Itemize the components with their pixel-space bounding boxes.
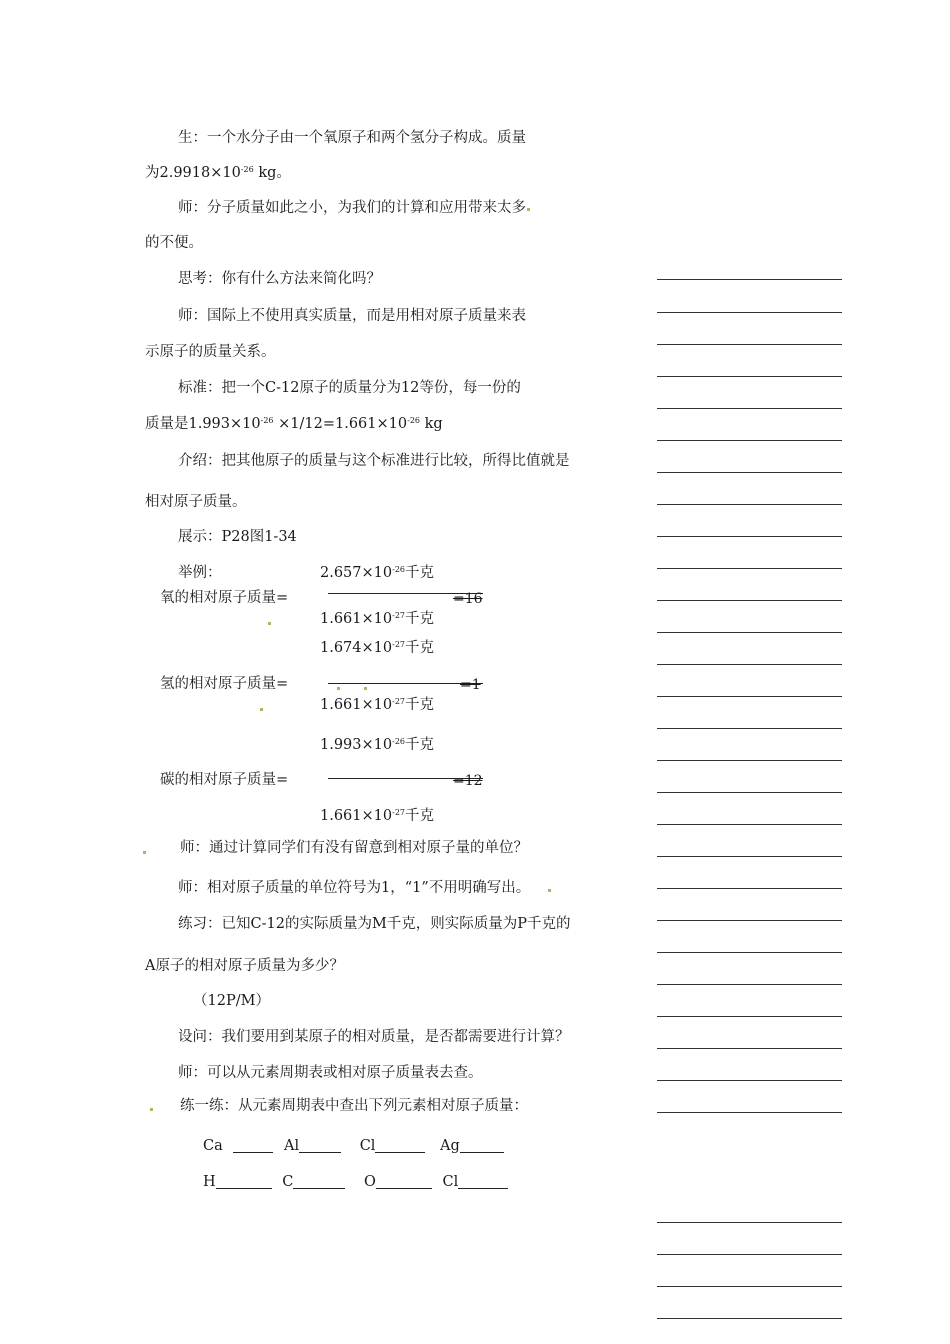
note-line[interactable] [657,824,842,825]
text-line-2: 为$2.9918\times 10^{-26}$ kg。 [145,165,291,181]
fraction-numerator: $1.993\times 10^{-26}$千克 [320,737,435,753]
answer-blank[interactable] [460,1138,504,1153]
note-line[interactable] [657,279,842,280]
note-line[interactable] [657,440,842,441]
note-line[interactable] [657,920,842,921]
answer-blank[interactable] [293,1174,345,1189]
note-line[interactable] [657,1112,842,1113]
answer-blank[interactable] [216,1174,272,1189]
example-label: 碳的相对原子质量= [160,772,289,788]
fraction-numerator: $2.657\times 10^{-26}$千克 [320,565,435,581]
element-blank-row [203,1173,508,1191]
speck-mark [364,687,367,690]
fraction-denominator: $1.661\times 10^{-27}$千克 [320,808,435,824]
text-line-10: 介绍：把其他原子的质量与这个标准进行比较，所得比值就是 [178,453,570,469]
note-line[interactable] [657,1016,842,1017]
fraction-result: =16 [453,591,483,607]
note-line[interactable] [657,376,842,377]
text-line-21: 练一练：从元素周期表中查出下列元素相对原子质量： [180,1098,528,1114]
note-line[interactable] [657,312,842,313]
element-label: C [282,1174,294,1190]
speck-mark [337,687,340,690]
note-line[interactable] [657,568,842,569]
note-line[interactable] [657,504,842,505]
text-line-16: 练习：已知C-12的实际质量为M千克，则实际质量为P千克的 [178,916,571,932]
note-line[interactable] [657,760,842,761]
fraction-denominator: $1.661\times 10^{-27}$千克 [320,697,435,713]
note-line[interactable] [657,472,842,473]
text-line-19: 设问：我们要用到某原子的相对质量，是否都需要进行计算？ [178,1029,570,1045]
note-line[interactable] [657,344,842,345]
note-line[interactable] [657,1318,842,1319]
text-line-6: 师：国际上不使用真实质量，而是用相对原子质量来表 [178,308,526,324]
element-label: O [363,1174,376,1190]
text-line-4: 的不便。 [145,235,203,251]
text-line-15: 师：相对原子质量的单位符号为1，“1”不用明确写出。 [178,880,531,896]
element-label: H [203,1174,216,1190]
element-label: Ag [440,1138,460,1154]
text-line-3: 师：分子质量如此之小，为我们的计算和应用带来太多 [178,200,526,216]
answer-blank[interactable] [376,1174,432,1189]
element-blank-row [203,1137,504,1155]
element-label: Cl [442,1174,459,1190]
text-line-9: 质量是$1.993\times 10^{-26} \times 1/12=1.661\times 10^{-26}$ kg [145,416,443,432]
answer-blank[interactable] [375,1138,425,1153]
text-line-5: 思考：你有什么方法来简化吗？ [178,271,381,287]
text-line-12: 展示：P28图1-34 [178,529,297,545]
speck-mark [548,889,551,892]
note-line[interactable] [657,856,842,857]
text-line-7: 示原子的质量关系。 [145,344,276,360]
speck-mark [268,622,271,625]
text-line-20: 师：可以从元素周期表或相对原子质量表去查。 [178,1065,483,1081]
answer-blank[interactable] [233,1138,273,1153]
note-line[interactable] [657,792,842,793]
note-line[interactable] [657,632,842,633]
fraction-numerator: $1.674\times 10^{-27}$千克 [320,640,435,656]
note-line[interactable] [657,696,842,697]
note-line[interactable] [657,984,842,985]
speck-mark [143,851,146,854]
note-line[interactable] [657,1222,842,1223]
note-line[interactable] [657,1080,842,1081]
speck-mark [527,208,530,211]
note-line[interactable] [657,888,842,889]
fraction-result: =12 [453,773,483,789]
text-line-11: 相对原子质量。 [145,494,247,510]
note-line[interactable] [657,664,842,665]
example-label: 氢的相对原子质量= [160,676,289,692]
text-line-17: A原子的相对原子质量为多少？ [145,958,344,974]
text-line-8: 标准：把一个C-12原子的质量分为12等份，每一份的 [178,380,521,396]
text-line-14: 师：通过计算同学们有没有留意到相对原子量的单位？ [180,840,528,856]
example-label: 氧的相对原子质量= [160,590,289,606]
fraction-denominator: $1.661\times 10^{-27}$千克 [320,611,435,627]
note-line[interactable] [657,536,842,537]
text-line-13: 举例： [178,565,222,581]
text-line-1: 生：一个水分子由一个氧原子和两个氢分子构成。质量 [178,130,526,146]
element-label: Cl [359,1138,376,1154]
note-line[interactable] [657,1048,842,1049]
speck-mark [260,708,263,711]
element-label: Al [283,1138,300,1154]
note-line[interactable] [657,952,842,953]
note-line[interactable] [657,600,842,601]
speck-mark [150,1108,153,1111]
note-line[interactable] [657,408,842,409]
answer-blank[interactable] [458,1174,508,1189]
note-line[interactable] [657,1254,842,1255]
element-label: Ca [203,1138,223,1154]
fraction-result: =1 [460,677,481,693]
text-line-18: （12P/M） [193,993,270,1009]
note-line[interactable] [657,728,842,729]
note-line[interactable] [657,1286,842,1287]
answer-blank[interactable] [299,1138,341,1153]
